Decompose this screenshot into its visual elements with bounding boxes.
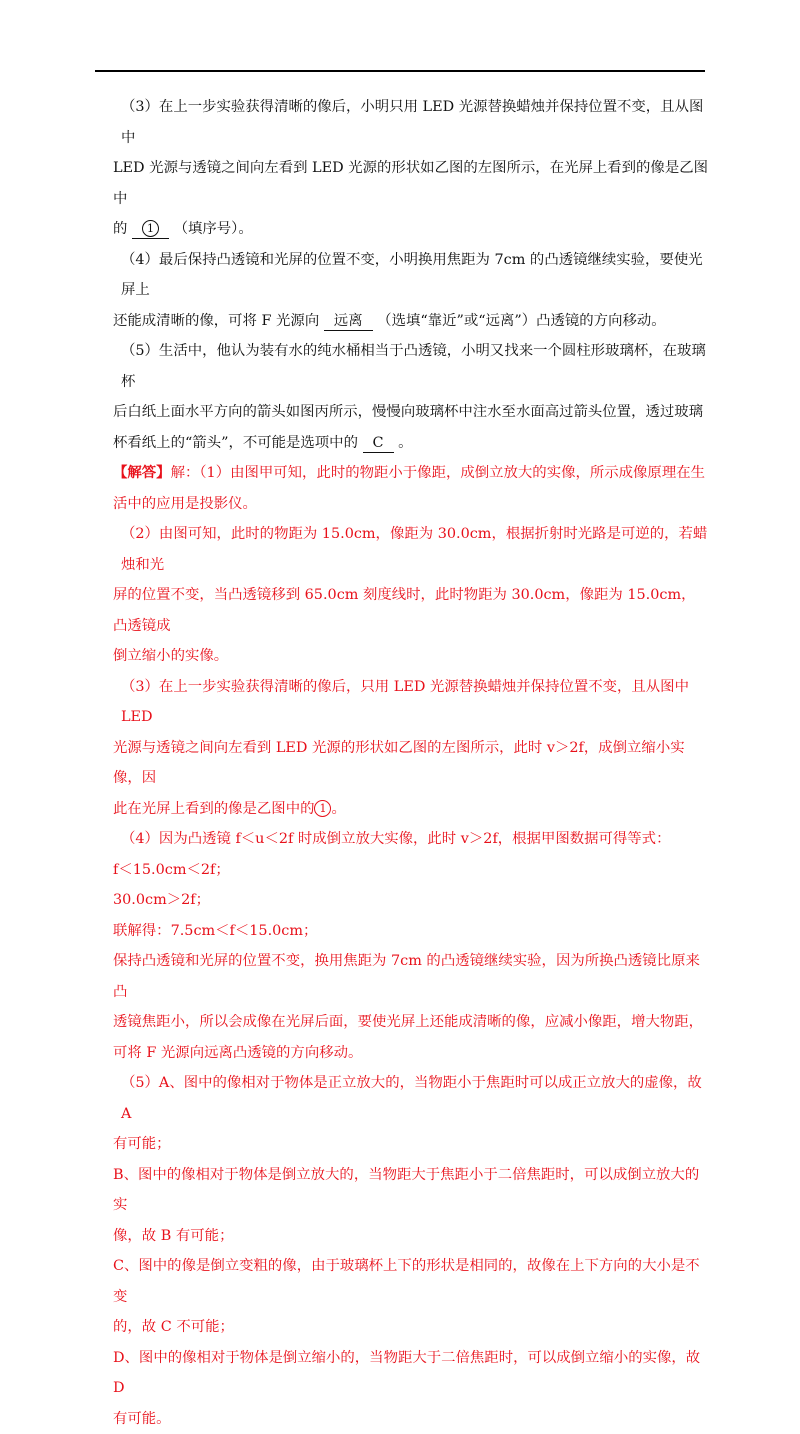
q3-answer-circled: 1 bbox=[142, 220, 159, 237]
answer-5-line-1: （5）A、图中的像相对于物体是正立放大的，当物距小于焦距时可以成正立放大的虚像，故 A bbox=[113, 1068, 708, 1129]
q3-suffix: （填序号）。 bbox=[174, 221, 253, 237]
answer-4-line-7: 可将 F 光源向远离凸透镜的方向移动。 bbox=[113, 1038, 708, 1069]
answer-4-line-2: f＜15.0cm＜2f； bbox=[113, 855, 708, 886]
q5-line-1: （5）生活中，他认为装有水的纯水桶相当于凸透镜，小明又找来一个圆柱形玻璃杯，在玻璃杯 bbox=[113, 336, 708, 397]
header-rule bbox=[95, 70, 705, 72]
q3-prefix: 的 bbox=[113, 221, 127, 237]
q3-answer-blank bbox=[132, 220, 169, 239]
answer-4-line-4: 联解得：7.5cm＜f＜15.0cm； bbox=[113, 916, 708, 947]
answer-5-line-3: B、图中的像相对于物体是倒立放大的，当物距大于焦距小于二倍焦距时，可以成倒立放大的实 bbox=[113, 1160, 708, 1221]
answer-4-line-6: 透镜焦距小，所以会成像在光屏后面，要使光屏上还能成清晰的像，应减小像距，增大物距， bbox=[113, 1007, 708, 1038]
answer-1-text: 解：（1）由图甲可知，此时的物距小于像距，成倒立放大的实像，所示成像原理在生 bbox=[171, 465, 705, 481]
q5-line-2: 后白纸上面水平方向的箭头如图丙所示，慢慢向玻璃杯中注水至水面高过箭头位置，透过玻璃 bbox=[113, 397, 708, 428]
q4-answer-blank: 远离 bbox=[324, 312, 373, 331]
answer-2-line-3: 倒立缩小的实像。 bbox=[113, 641, 708, 672]
q4-line-2 bbox=[113, 306, 708, 337]
answer-3-suffix: 。 bbox=[331, 801, 345, 817]
q4-prefix: 还能成清晰的像，可将 F 光源向 bbox=[113, 313, 319, 329]
q3-line-1: （3）在上一步实验获得清晰的像后，小明只用 LED 光源替换蜡烛并保持位置不变，且从图中 bbox=[113, 92, 708, 153]
answer-3-line-1: （3）在上一步实验获得清晰的像后，只用 LED 光源替换蜡烛并保持位置不变，且从图中 LED bbox=[113, 672, 708, 733]
answer-2-line-1: （2）由图可知，此时的物距为 15.0cm，像距为 30.0cm，根据折射时光路是可逆的，若蜡烛和光 bbox=[113, 519, 708, 580]
q3-line-2: LED 光源与透镜之间向左看到 LED 光源的形状如乙图的左图所示，在光屏上看到的像是乙图中 bbox=[113, 153, 708, 214]
q5-line-3 bbox=[113, 428, 708, 459]
q4-line-1: （4）最后保持凸透镜和光屏的位置不变，小明换用焦距为 7cm 的凸透镜继续实验，要使光屏上 bbox=[113, 245, 708, 306]
answer-3-circled: 1 bbox=[314, 800, 331, 817]
answer-heading: 【解答】 bbox=[113, 464, 171, 481]
answer-3-line-3 bbox=[113, 794, 708, 825]
answer-3-line-2: 光源与透镜之间向左看到 LED 光源的形状如乙图的左图所示，此时 v＞2f，成倒立缩小实像，因 bbox=[113, 733, 708, 794]
answer-4-line-3: 30.0cm＞2f； bbox=[113, 885, 708, 916]
document-body bbox=[113, 92, 708, 1434]
q5-answer-blank: C bbox=[363, 434, 394, 453]
q3-line-3 bbox=[113, 214, 708, 245]
q4-suffix: （选填“靠近”或“远离”）凸透镜的方向移动。 bbox=[377, 313, 665, 329]
answer-4-line-1: （4）因为凸透镜 f＜u＜2f 时成倒立放大实像，此时 v＞2f，根据甲图数据可得等式： bbox=[113, 824, 708, 855]
q5-prefix: 杯看纸上的“箭头”，不可能是选项中的 bbox=[113, 435, 358, 451]
answer-4-line-5: 保持凸透镜和光屏的位置不变，换用焦距为 7cm 的凸透镜继续实验，因为所换凸透镜比原来凸 bbox=[113, 946, 708, 1007]
answer-line-1 bbox=[113, 458, 708, 489]
answer-1-line-2: 活中的应用是投影仪。 bbox=[113, 489, 708, 520]
answer-5-line-8: 有可能。 bbox=[113, 1404, 708, 1434]
answer-3-prefix: 此在光屏上看到的像是乙图中的 bbox=[113, 801, 314, 817]
answer-5-line-6: 的，故 C 不可能； bbox=[113, 1312, 708, 1343]
answer-5-line-7: D、图中的像相对于物体是倒立缩小的，当物距大于二倍焦距时，可以成倒立缩小的实像，故 D bbox=[113, 1343, 708, 1404]
answer-5-line-5: C、图中的像是倒立变粗的像，由于玻璃杯上下的形状是相同的，故像在上下方向的大小是不变 bbox=[113, 1251, 708, 1312]
q5-suffix: 。 bbox=[398, 435, 412, 451]
answer-2-line-2: 屏的位置不变，当凸透镜移到 65.0cm 刻度线时，此时物距为 30.0cm，像距为 15.0cm，凸透镜成 bbox=[113, 580, 708, 641]
answer-5-line-4: 像，故 B 有可能； bbox=[113, 1221, 708, 1252]
answer-5-line-2: 有可能； bbox=[113, 1129, 708, 1160]
